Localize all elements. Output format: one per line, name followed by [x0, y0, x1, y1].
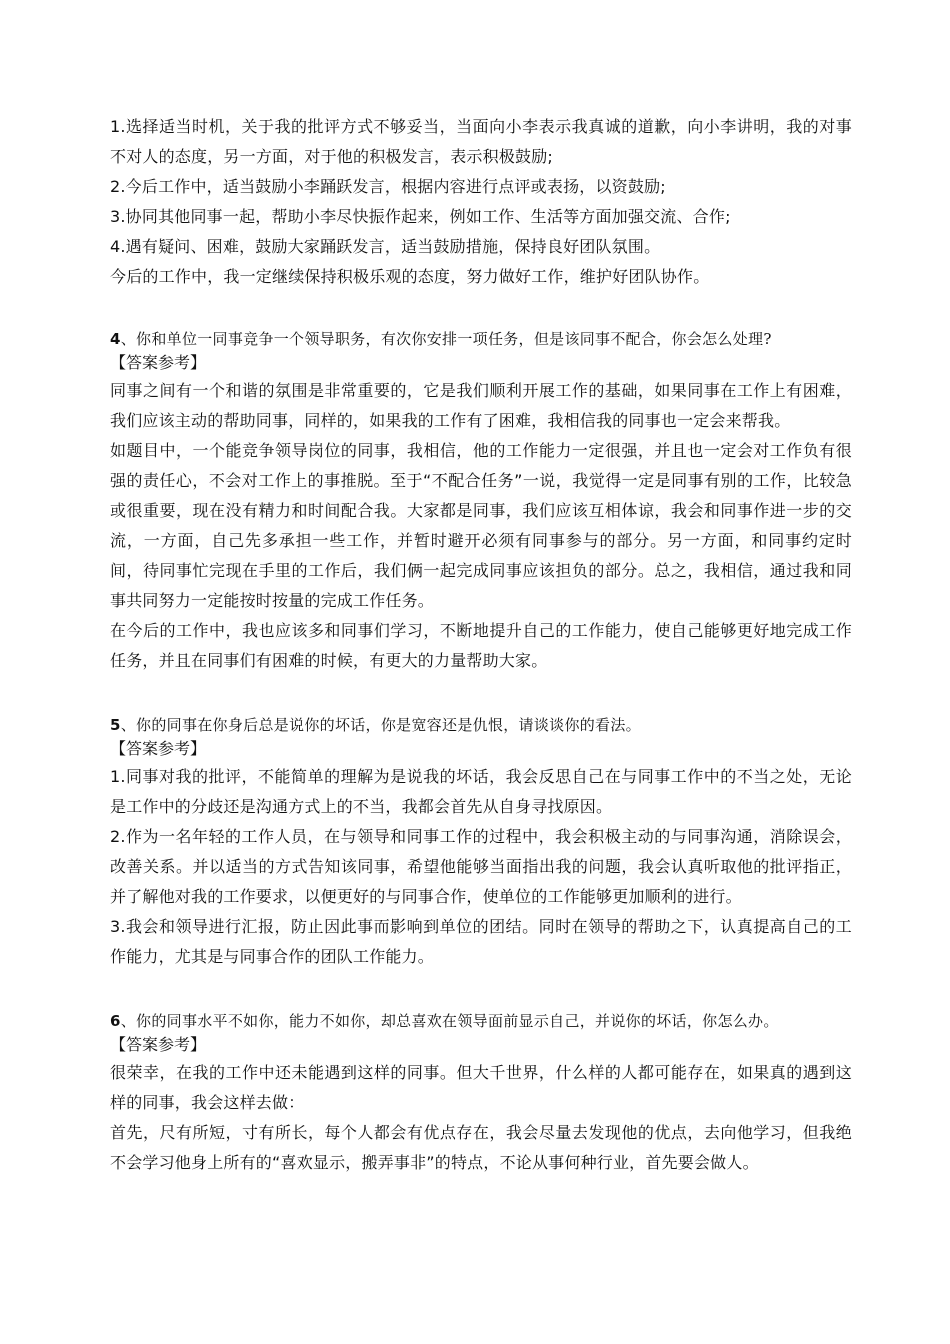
answer-paragraph: 2.作为一名年轻的工作人员，在与领导和同事工作的过程中，我会积极主动的与同事沟通，消除误会，改善关系。并以适当的方式告知该同事，希望他能够当面指出我的问题，我会认真听取他的批评指正，并了解他对我的工作要求，以便更好的与同事合作，使单位的工作能够更加顺利的进行。	[110, 827, 852, 906]
question-section-4	[110, 328, 852, 676]
intro-paragraph-5: 今后的工作中，我一定继续保持积极乐观的态度，努力做好工作，维护好团队协作。	[110, 267, 710, 286]
question-number: 5	[110, 716, 121, 734]
question-text: 、你的同事水平不如你，能力不如你，却总喜欢在领导面前显示自己，并说你的坏话，你怎么办。	[120, 1012, 779, 1030]
answer-paragraph: 如题目中，一个能竞争领导岗位的同事，我相信，他的工作能力一定很强，并且也一定会对工作负有很强的责任心，不会对工作上的事推脱。至于“不配合任务”一说，我觉得一定是同事有别的工作，比较急或很重要，现在没有精力和时间配合我。大家都是同事，我们应该互相体谅，我会和同事作进一步的交流，一方面，自己先多承担一些工作，并暂时避开必须有同事参与的部分。另一方面，和同事约定时间，待同事忙完现在手里的工作后，我们俩一起完成同事应该担负的部分。总之，我相信，通过我和同事共同努力一定能按时按量的完成工作任务。	[110, 441, 852, 610]
answer-paragraph: 在今后的工作中，我也应该多和同事们学习，不断地提升自己的工作能力，使自己能够更好地完成工作任务，并且在同事们有困难的时候，有更大的力量帮助大家。	[110, 621, 852, 670]
answer-paragraph: 同事之间有一个和谐的氛围是非常重要的，它是我们顺利开展工作的基础，如果同事在工作上有困难，我们应该主动的帮助同事，同样的，如果我的工作有了困难，我相信我的同事也一定会来帮我。	[110, 381, 852, 430]
question-number: 6	[110, 1012, 121, 1030]
answer-paragraph: 首先，尺有所短，寸有所长，每个人都会有优点存在，我会尽量去发现他的优点，去向他学习，但我绝不会学习他身上所有的“喜欢显示，搬弄事非”的特点，不论从事何种行业，首先要会做人。	[110, 1123, 852, 1172]
question-5	[110, 714, 852, 736]
answer-paragraph: 1.同事对我的批评，不能简单的理解为是说我的坏话，我会反思自己在与同事工作中的不当之处，无论是工作中的分歧还是沟通方式上的不当，我都会首先从自身寻找原因。	[110, 767, 852, 816]
intro-paragraph-3: 3.协同其他同事一起，帮助小李尽快振作起来，例如工作、生活等方面加强交流、合作;	[110, 207, 731, 226]
question-text: 、你的同事在你身后总是说你的坏话，你是宽容还是仇恨，请谈谈你的看法。	[120, 716, 641, 734]
intro-paragraph-1: 1.选择适当时机，关于我的批评方式不够妥当，当面向小李表示我真诚的道歉，向小李讲明，我的对事不对人的态度，另一方面，对于他的积极发言，表示积极鼓励;	[110, 117, 852, 166]
answer-label: 【答案参考】	[110, 739, 207, 758]
question-6	[110, 1010, 852, 1032]
question-number: 4	[110, 330, 121, 348]
intro-answer-block	[110, 112, 852, 292]
intro-paragraph-2: 2.今后工作中，适当鼓励小李踊跃发言，根据内容进行点评或表扬，以资鼓励;	[110, 177, 666, 196]
question-section-5	[110, 714, 852, 972]
intro-paragraph-4: 4.遇有疑问、困难，鼓励大家踊跃发言，适当鼓励措施，保持良好团队氛围。	[110, 237, 661, 256]
question-text: 、你和单位一同事竞争一个领导职务，有次你安排一项任务，但是该同事不配合，你会怎么处理?	[120, 330, 772, 348]
answer-label: 【答案参考】	[110, 353, 207, 372]
answer-paragraph: 3.我会和领导进行汇报，防止因此事而影响到单位的团结。同时在领导的帮助之下，认真提高自己的工作能力，尤其是与同事合作的团队工作能力。	[110, 917, 852, 966]
document-page	[110, 112, 852, 1178]
question-4	[110, 328, 852, 350]
answer-label: 【答案参考】	[110, 1035, 207, 1054]
answer-paragraph: 很荣幸，在我的工作中还未能遇到这样的同事。但大千世界，什么样的人都可能存在，如果真的遇到这样的同事，我会这样去做：	[110, 1063, 852, 1112]
question-section-6	[110, 1010, 852, 1178]
